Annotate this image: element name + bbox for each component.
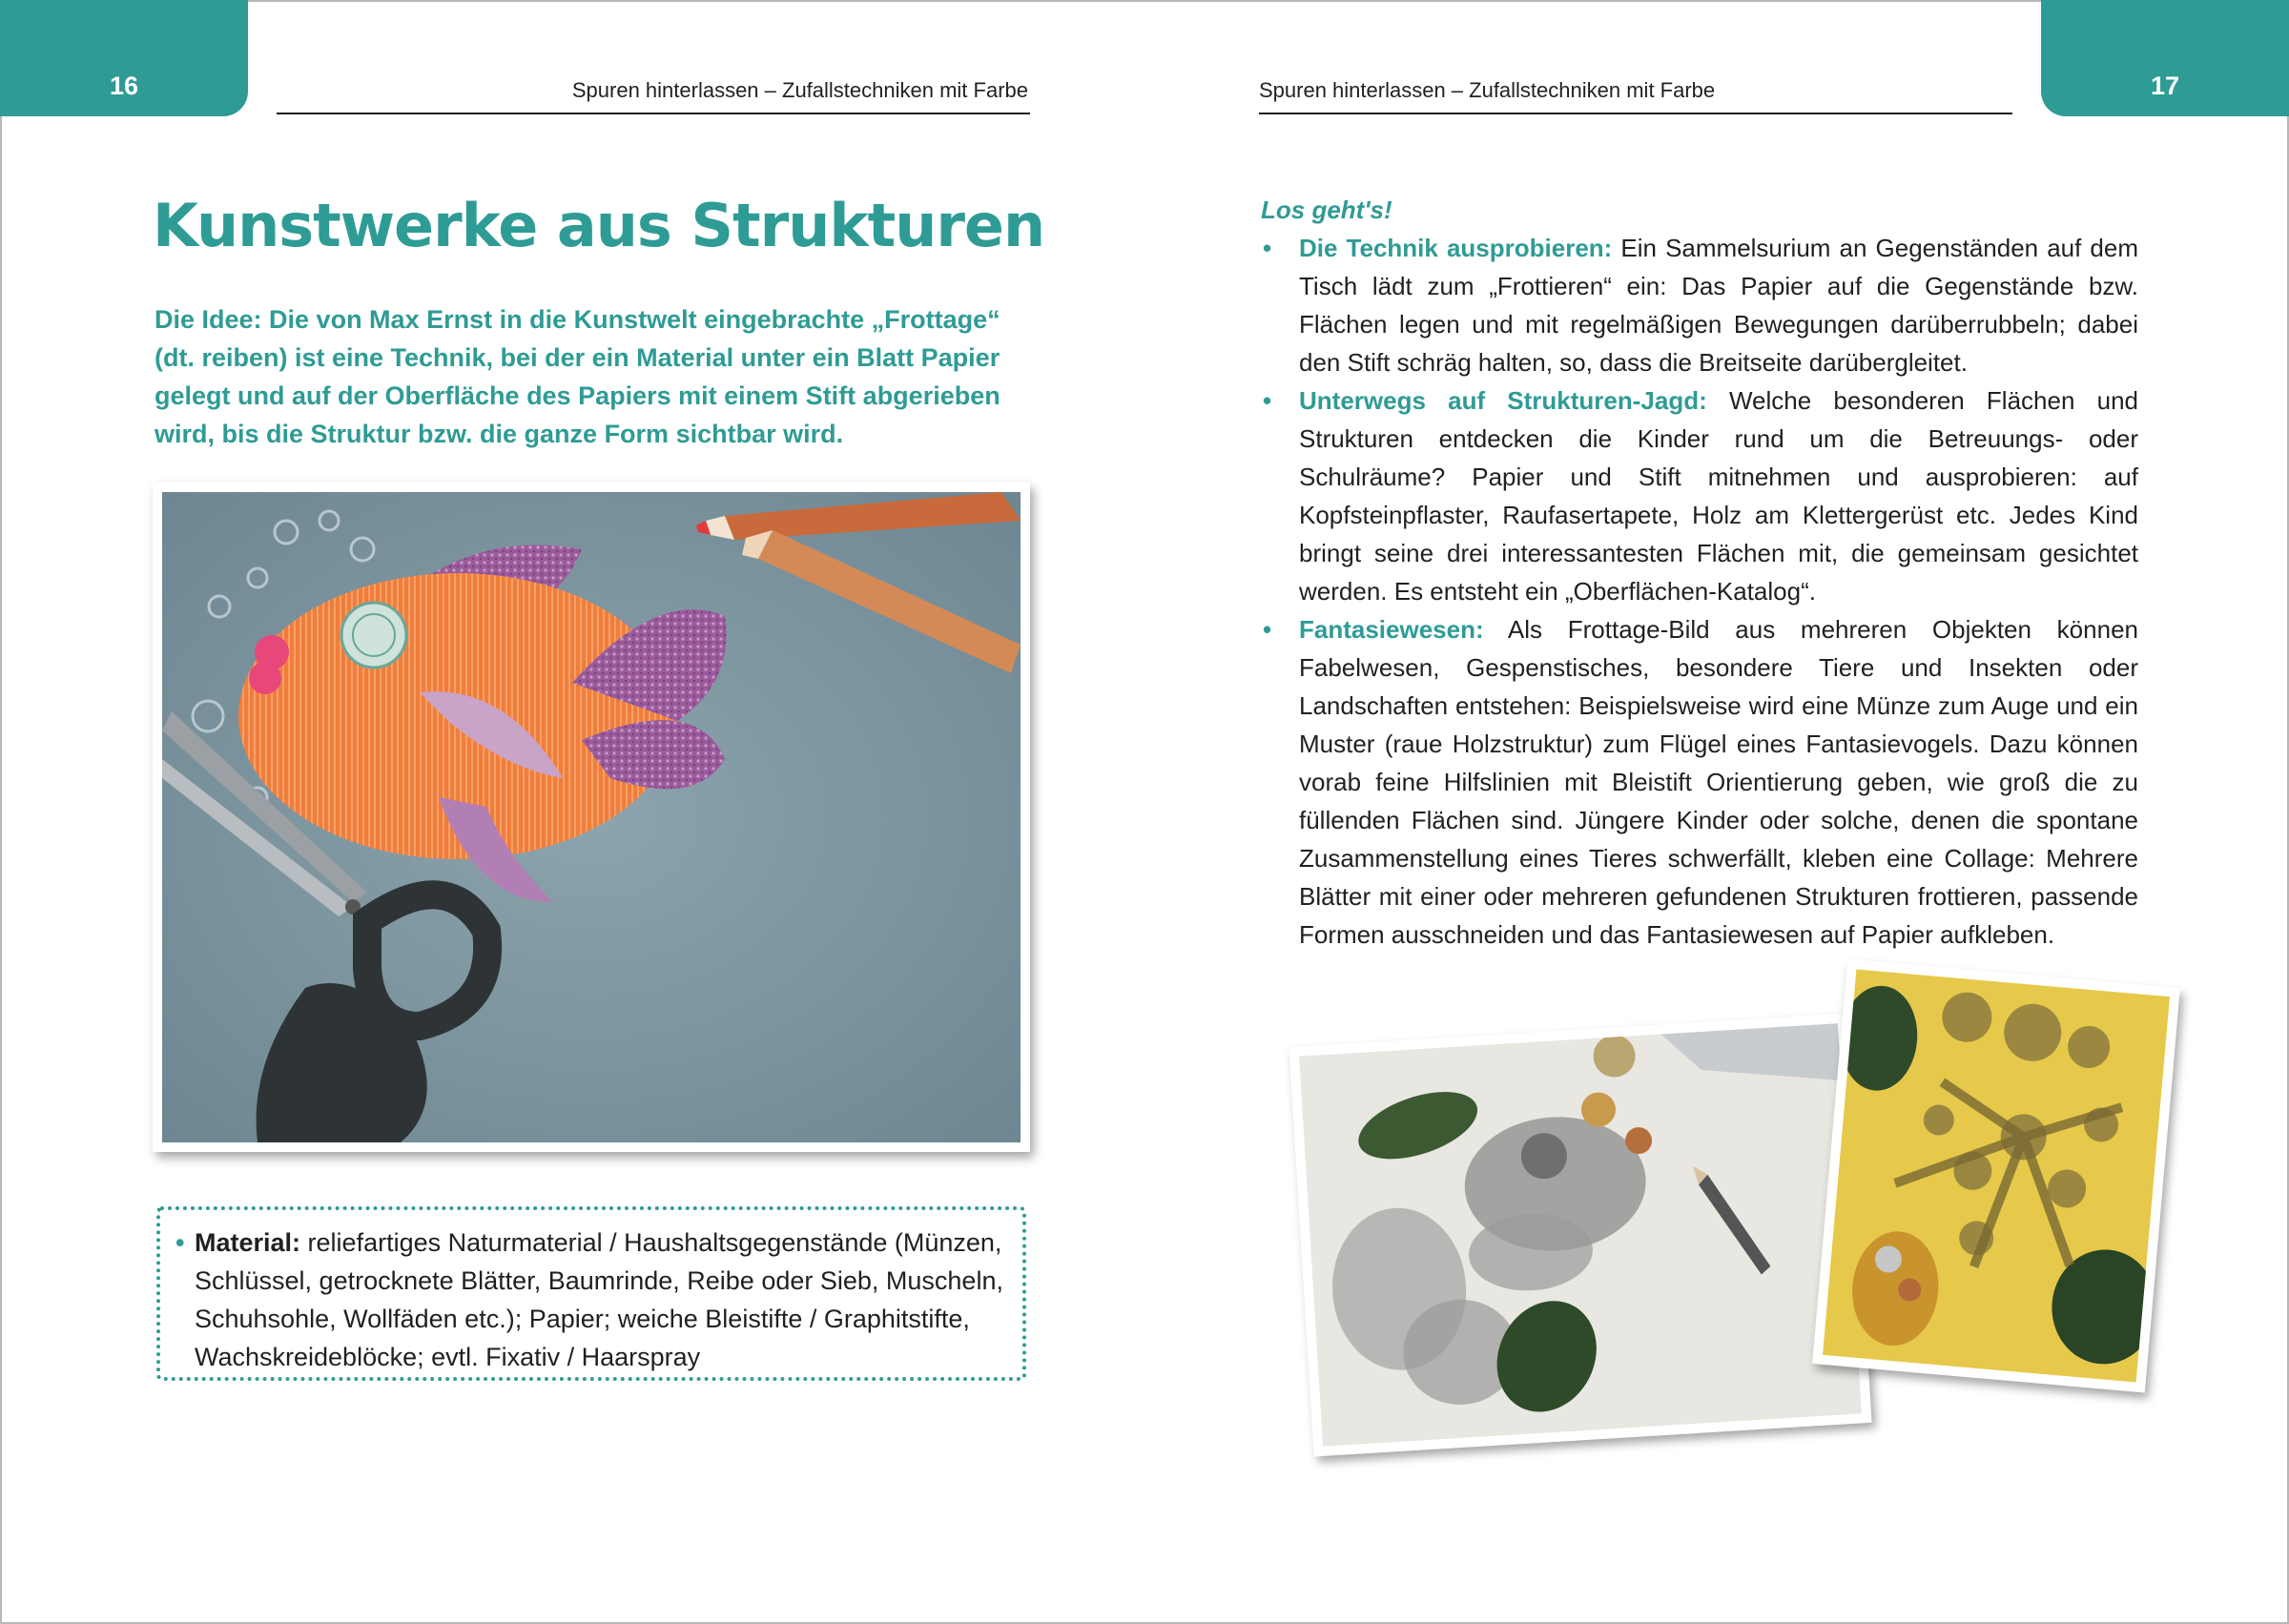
instruction-item: [1261, 229, 2138, 381]
frottage-coins-illustration: [1299, 1023, 1862, 1447]
instruction-text: Als Frottage-Bild aus mehreren Objekten können Fabelwesen, Gespenstisches, besondere Tiere und Insekten oder Landschaften entstehen: Beispielsweise wird eine Münze zum Auge und ein Muster (raue Holzstruktur) zum Flügel eines Fantasievogels. Dazu können vorab feine Hilfslinien mit Bleistift Orientierung geben, wie groß die zu füllenden Flächen sind. Jüngere Kinder oder solche, denen die spontane Zusammenstellung eines Tieres schwerfällt, kleben eine Collage: Mehrere Blätter mit einer oder mehreren gefundenen Strukturen frottieren, passende Formen ausschneiden und das Fantasiewesen auf Papier aufkleben.: [1299, 615, 2138, 949]
instruction-bullet: •: [1263, 615, 1272, 644]
material-label: Material:: [195, 1228, 301, 1257]
running-head-left: Spuren hinterlassen – Zufallstechniken mit Farbe: [571, 78, 1028, 102]
material-bullet: •: [175, 1228, 185, 1257]
instruction-item: [1261, 381, 2138, 610]
header-rule-left: [277, 113, 1030, 114]
frottage-coins-photo: [1289, 1014, 1871, 1457]
instruction-lead: Die Technik ausprobieren:: [1299, 234, 1613, 262]
fish-collage-photo: [153, 483, 1030, 1152]
left-page-number: 16: [109, 72, 139, 100]
header-rule-right: [1259, 113, 2012, 114]
fish-collage-illustration: [162, 492, 1021, 1142]
instructions-column: [1261, 191, 2138, 954]
right-page-number: 17: [2150, 72, 2180, 100]
intro-paragraph: Die Idee: Die von Max Ernst in die Kunstwelt eingebrachte „Frottage“ (dt. reiben) ist eine Technik, bei der ein Material unter ein Blatt Papier gelegt und auf der Oberfläche des Papiers mit einem Stift abgerieben wird, bis die Struktur bzw. die ganze Form sichtbar wird.: [155, 305, 1000, 448]
los-heading: Los geht's!: [1261, 195, 1392, 224]
instruction-lead: Fantasiewesen:: [1299, 615, 1484, 644]
material-text: reliefartiges Naturmaterial / Haushaltsgegenstände (Münzen, Schlüssel, getrocknete Blätter, Baumrinde, Reibe oder Sieb, Muscheln, Schuhsohle, Wollfäden etc.); Papier; weiche Bleistifte / Graphitstifte, Wachskreideblöcke; evtl. Fixativ / Haarspray: [195, 1228, 1003, 1371]
instruction-text: Welche besonderen Flächen und Strukturen entdecken die Kinder rund um die Betreuungs- oder Schulräume? Papier und Stift mitnehmen und ausprobieren: auf Kopfsteinpflaster, Raufasertapete, Holz am Klettergerüst etc. Jedes Kind bringt seine drei interessantesten Flächen mit, die gemeinsam gesichtet werden. Es entsteht ein „Oberflächen-Katalog“.: [1299, 386, 2139, 606]
frottage-yellow-photo: [1812, 959, 2180, 1393]
instruction-bullet: •: [1263, 386, 1272, 415]
left-page-number-tab: [0, 0, 248, 116]
instruction-lead: Unterwegs auf Strukturen-Jagd:: [1299, 386, 1707, 415]
instruction-text: Ein Sammelsurium an Gegenständen auf dem Tisch lädt zum „Frottieren“ ein: Das Papier auf die Gegenstände bzw. Flächen legen und mit regelmäßigen Bewegungen darüberrubbeln; dabei den Stift schräg halten, so, dass die Breitseite darübergleitet.: [1299, 234, 2139, 377]
running-head-right: Spuren hinterlassen – Zufallstechniken mit Farbe: [1259, 78, 1716, 102]
material-paragraph: [175, 1223, 1003, 1376]
material-box: [156, 1206, 1026, 1381]
right-page-number-tab: [2041, 0, 2289, 116]
page-title: Kunstwerke aus Strukturen: [153, 191, 1045, 260]
frottage-yellow-illustration: [1823, 969, 2170, 1382]
instruction-bullet: •: [1263, 234, 1272, 262]
instruction-item: [1261, 610, 2138, 954]
